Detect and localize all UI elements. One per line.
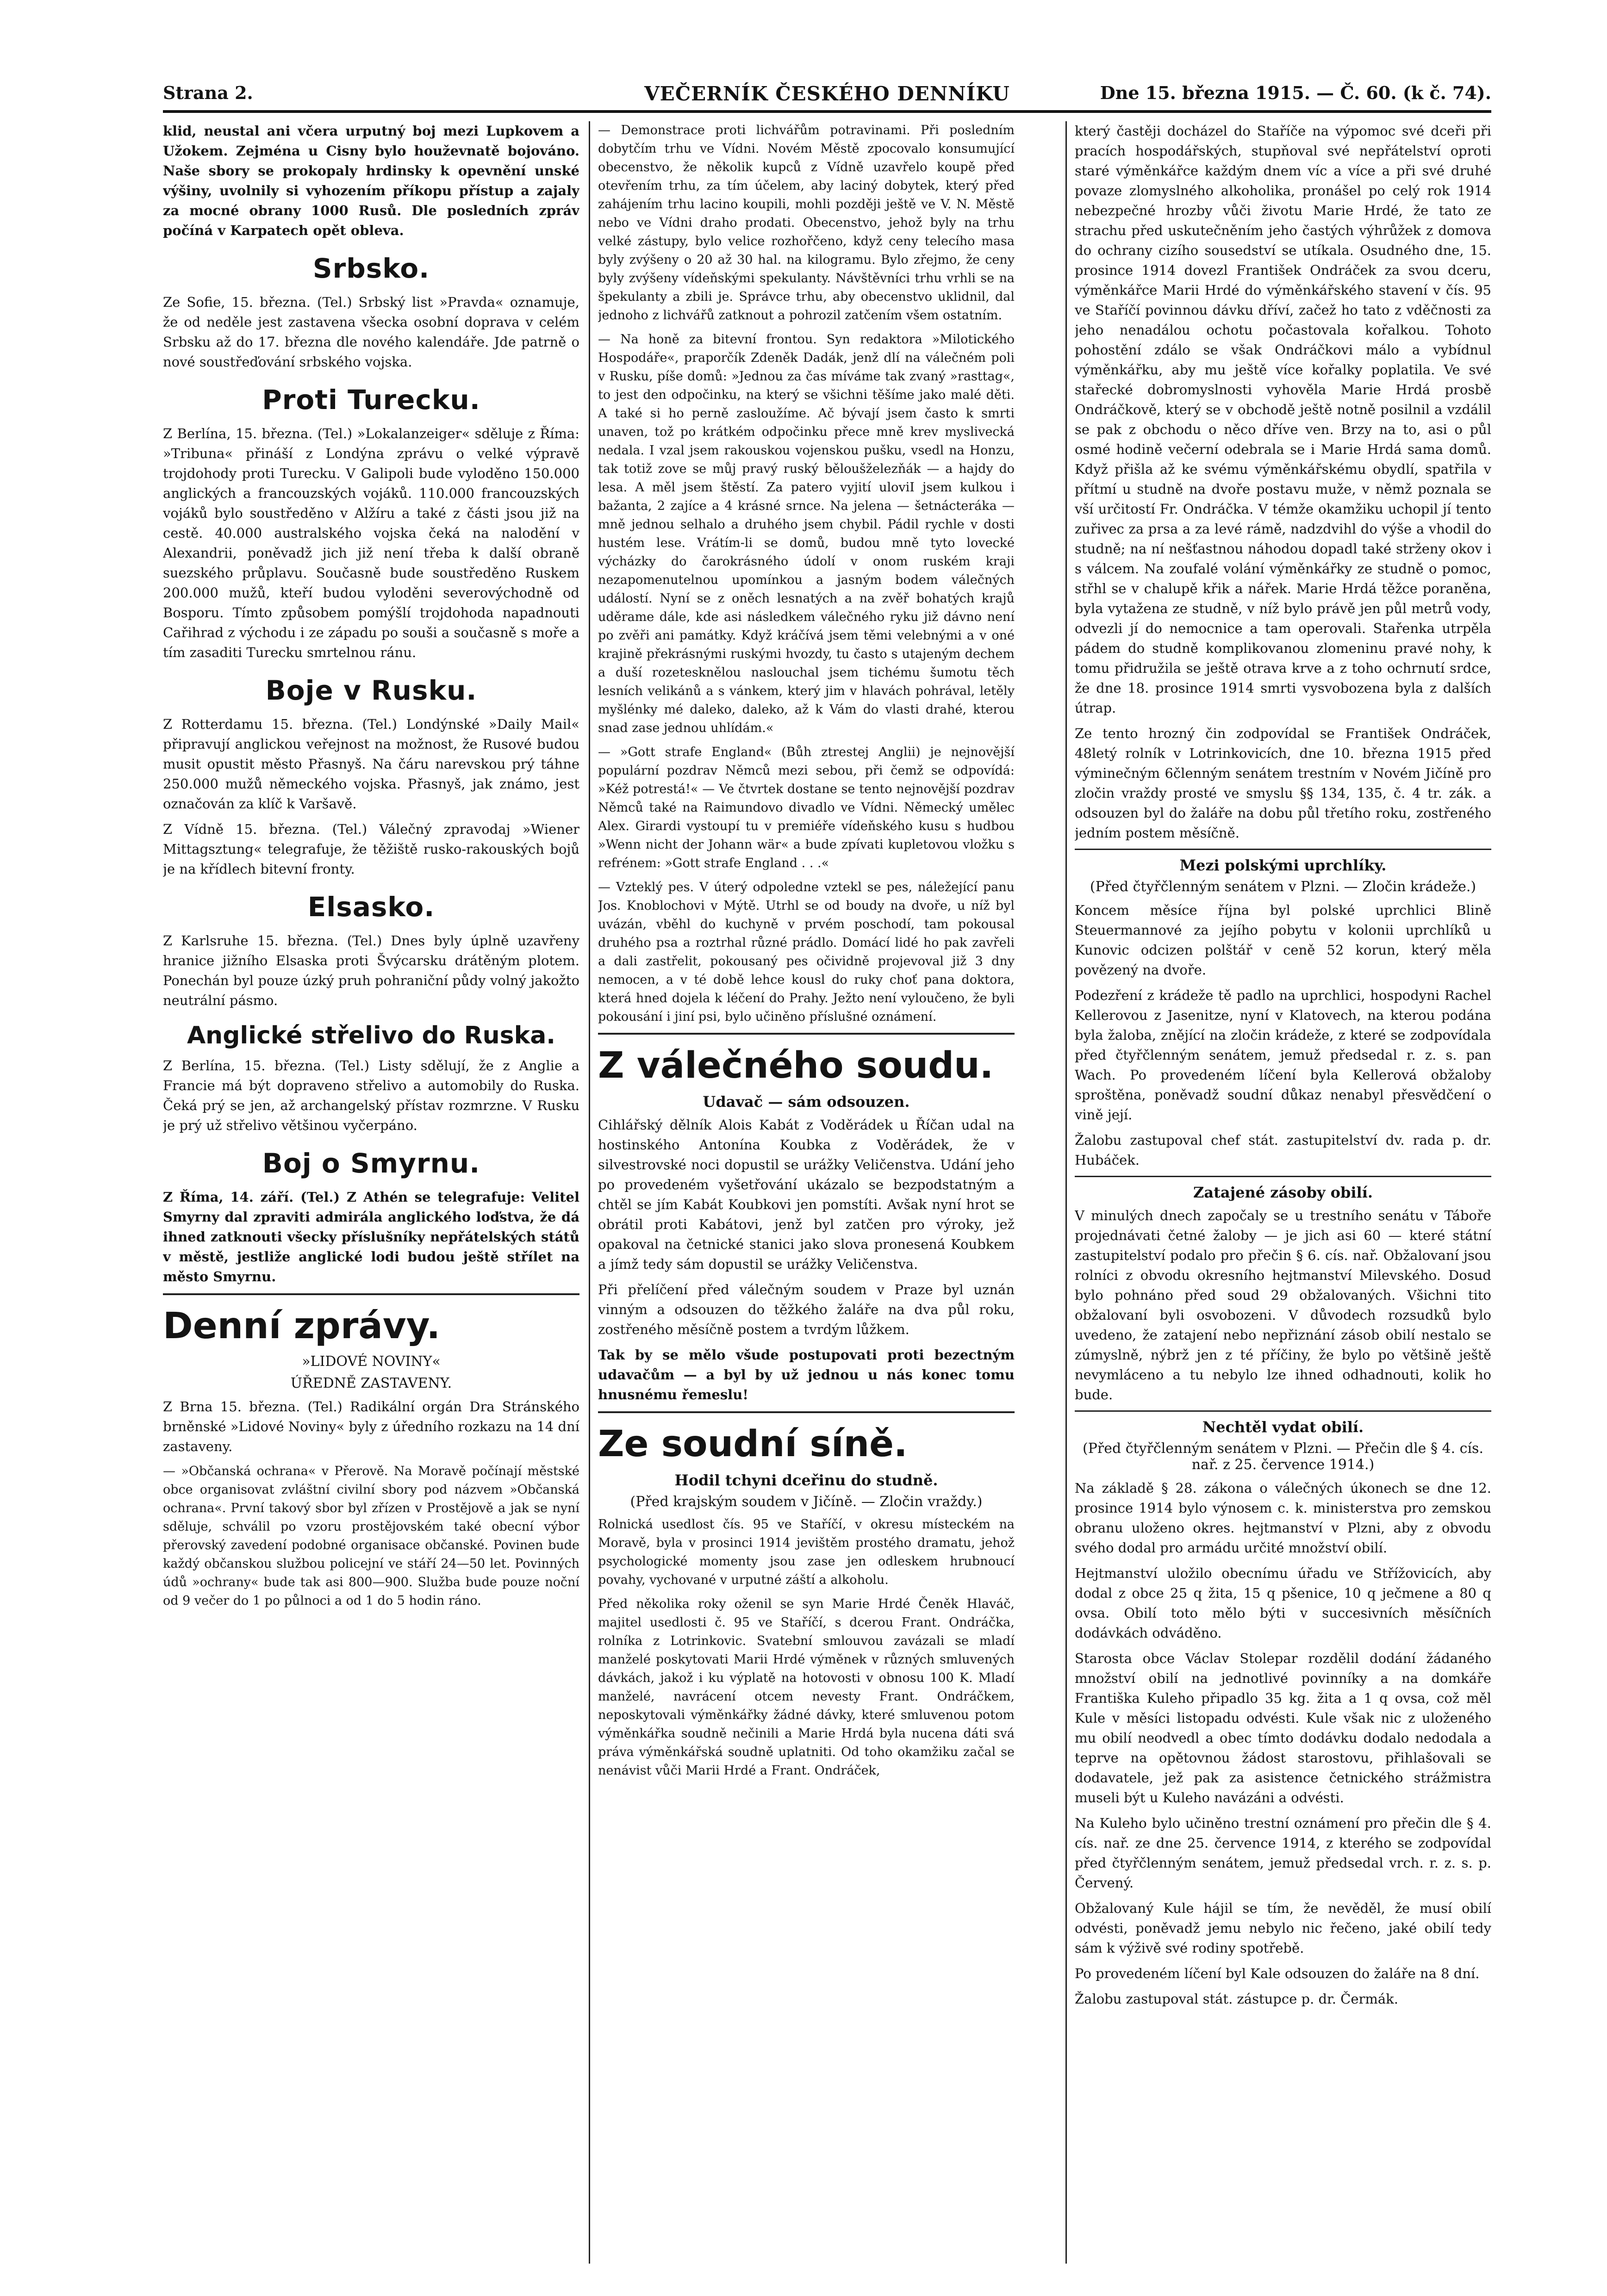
article-elsasko: Z Karlsruhe 15. března. (Tel.) Dnes byly úplně uzavřeny hranice jižního Elsaska proti Švýcarsku drátěným plotem. Ponechán byl pouze úzký pruh pohraniční půdy volný jakožto neutrální pásmo. (163, 933, 579, 1008)
article-smyrnu: Z Říma, 14. září. (Tel.) Z Athén se telegrafuje: Velitel Smyrny dal zpraviti admirála anglického loďstva, že dá ihned zatknouti všecky příslušníky nepřátelských států v městě, jestliže anglické lodi budou ještě střílet na město Smyrnu. (163, 1189, 579, 1285)
nechtel-court: (Před čtyřčlenným senátem v Plzni. — Přečin dle § 4. cís. nař. z 25. července 1914.) (1083, 1440, 1483, 1473)
column-divider (589, 121, 590, 2264)
denni-subtitle-2: ÚŘEDNĚ ZASTAVENY. (290, 1375, 452, 1391)
headline-nechtel: Nechtěl vydat obilí. (1202, 1418, 1364, 1436)
masthead-title: VEČERNÍK ČESKÉHO DENNÍKU (644, 82, 1010, 105)
column-2 (598, 121, 1015, 2264)
article-uprchliky-3: Žalobu zastupoval chef stát. zastupitelství dv. rada p. dr. Hubáček. (1075, 1132, 1491, 1168)
section-title-valecneho: Z válečného soudu. (598, 1045, 994, 1086)
article-rusku-2: Z Vídně 15. března. (Tel.) Válečný zpravodaj »Wiener Mittagsztung« telegrafuje, že těžiště rusko-rakouských bojů je na křídlech bitevní fronty. (163, 821, 579, 877)
headline-uprchliky: Mezi polskými uprchlíky. (1179, 856, 1387, 874)
headline-turecku: Proti Turecku. (262, 384, 480, 416)
headline-rusku: Boje v Rusku. (265, 675, 477, 706)
headline-strelivo: Anglické střelivo do Ruska. (187, 1022, 556, 1049)
header-rule (163, 110, 1491, 113)
valecneho-subtitle: Udavač — sám odsouzen. (703, 1093, 910, 1111)
section-rule (1075, 1410, 1491, 1412)
soudni-court: (Před krajským soudem v Jičíně. — Zločin vraždy.) (630, 1494, 983, 1510)
uprchliky-court: (Před čtyřčlenným senátem v Plzni. — Zločin krádeže.) (1090, 879, 1476, 895)
article-soudni-3: který častěji docházel do Staříče na výpomoc své dceři při pracích hospodářských, stupňoval své nepřátelství oproti staré výměnkářce každým dnem víc a více a při své druhé povaze zlomyslného alkoholika, pronášel po celý rok 1914 nebezpečné hrozby vůči životu Marie Hrdé, že tato ze strachu před uskutečněním jeho častých výhrůžek z domova do ochrany cizího sousedství se utíkala. Osudného dne, 15. prosince 1914 dovezl František Ondráček za svou dceru, výměnkářce Marii Hrdé do výměnkářského stavení v čís. 95 ve Staříčí povinnou dávku dříví, začež ho tato z vděčnosti za jeho nenadálou ochotu počastovala kořalkou. Tohoto pohostění zdálo se však Ondráčkovi málo a vybídnul výměnkářku, aby mu ještě více kořalky poplatila. Ve své stařecké dobromyslnosti vyhověla Marie Hrdá prosbě Ondráčkově, který se v obchodě ještě notně posilnil a vzdálil se pak z obchodu o něco dříve ven. Brzy na to, asi o půl osmé hodině večerní odebrala se i Marie Hrdá sama domů. Když přišla až ke svému výměnkářskému obydlí, spatřila v přítmí u studně na dvoře postavu muže, v němž poznala se vší určitostí Fr. Ondráčka. V témže okamžiku uchopil jí tento zuřivec za prsa a za levé rámě, nadzdvihl do výše a vhodil do studně; na ní nešťastnou náhodou dopadl také strženy okov i s válcem. Na zoufalé volání výměnkářky ze studně o pomoc, střhl se v chalupě křik a nářek. Marie Hrdá těžce poraněna, byla vytažena ze studně, v níž bylo právě jen půl metrů vody, odvezli jí do nemocnice a tam operovali. Stařenka utrpěla pádem do studně komplikovanou zlomeninu pravé nohy, k tomu přidružila se ještě otrava krve a z toho ochrnutí srdce, že dne 18. prosince 1914 smrti vysvobozena byla z dalších útrap. (1075, 123, 1491, 716)
issue-date: Dne 15. března 1915. — Č. 60. (k č. 74). (1100, 82, 1491, 103)
article-nechtel-4: Na Kuleho bylo učiněno trestní oznámení pro přečin dle § 4. cís. nař. ze dne 25. července 1914, z kterého se zodpovídal před čtyřčlenným senátem, jemuž předsedal vrch. r. z. s. p. Červený. (1075, 1815, 1491, 1891)
section-rule (598, 1033, 1015, 1035)
article-nechtel-2: Hejtmanství uložilo obecnímu úřadu ve Střížovicích, aby dodal z obce 25 q žita, 15 q pšenice, 10 q ječmene a 80 q ovsa. Obilí toto mělo býti v succesivních měsíčních dodávkách odváděno. (1075, 1565, 1491, 1641)
article-strelivo: Z Berlína, 15. března. (Tel.) Listy sdělují, že z Anglie a Francie má být dopraveno střelivo a automobily do Ruska. Čeká prý se jen, až archangelský přístav rozmrzne. V Rusku je prý už střelivo většinou vyčerpáno. (163, 1058, 579, 1133)
article-denni: Z Brna 15. března. (Tel.) Radikální orgán Dra Stránského brněnské »Lidové Noviny« byly z úředního rozkazu na 14 dní zastaveny. (163, 1399, 579, 1454)
article-vztekly: — Vzteklý pes. V úterý odpoledne vztekl se pes, náležející panu Jos. Knoblochovi v Mýtě. Utrhl se od boudy na dvoře, u níž byl uvázán, vběhl do kuchyně v prvém poschodí, tam pokousal druhého psa a roztrhal různé prádlo. Domácí lidé ho pak zavřeli a dali zastřelit, pokousaný pes očividně projevoval již 3 dny nemocen, a v té době lehce kousl do ruky choť pana doktora, která hned dojela k léčení do Prahy. Ježto není vyloučeno, že byli pokousání i jiní psi, bylo učiněno příslušné oznámení. (598, 880, 1015, 1024)
column-3 (1075, 121, 1491, 2264)
article-soudni-4: Ze tento hrozný čin zodpovídal se František Ondráček, 48letý rolník v Lotrinkovicích, dne 10. března 1915 před výminečným 6členným senátem trestním v Novém Jičíně pro zločin vraždy prosté ve smyslu §§ 134, 135, č. 4 tr. zák. a odsouzen byl do žaláře na dobu půl třetího roku, zostřeného jedním postem měsíčně. (1075, 726, 1491, 841)
article-srbsko: Ze Sofie, 15. března. (Tel.) Srbský list »Pravda« oznamuje, že od neděle jest zastavena všecka osobní doprava v celém Srbsku až do 17. března dle nového kalendáře. Jde patrně o nové soustřeďování srbského vojska. (163, 294, 579, 370)
article-demonstrace: — Demonstrace proti lichvářům potravinami. Při posledním dobytčím trhu ve Vídni. Novém Městě zpocovalo konsumující obecenstvo, že několik kupců z Vídně uzavřelo koupě před otevřením trhu, za tím účelem, aby laciný dobytek, který před zahájením trhu lacino koupili, mohli později ještě ve V. N. Městě nebo ve Vídni draho prodati. Obecenstvo, jehož byly na trhu velké zástupy, bylo velice rozhořčeno, když ceny telecího masa byly zvýšeny o 20 až 30 hal. na kilogramu. Bylo zřejmo, že ceny byly zvýšeny vídeňskými spekulanty. Návštěvníci trhu vrhli se na špekulanty a zbili je. Správce trhu, aby obecenstvo uklidnil, dal jednoho z lichvářů zatknout a pohrozil zatčením všem ostatním. (598, 123, 1015, 323)
headline-smyrnu: Boj o Smyrnu. (262, 1148, 480, 1179)
article-nechtel-1: Na základě § 28. zákona o válečných úkonech se dne 12. prosince 1914 bylo výnosem c. k. ministerstva pro zemskou obranu uloženo okres. hejtmanství v Plzni, aby z obvodu svého dodal pro armádu určité množství obilí. (1075, 1480, 1491, 1556)
soudni-subtitle: Hodil tchyni dceřinu do studně. (674, 1471, 938, 1489)
column-divider (1065, 121, 1067, 2264)
section-title-soudni: Ze soudní síně. (598, 1423, 908, 1465)
article-uprchliky-1: Koncem měsíce října byl polské uprchlici Blině Steuermannové za jejího pobytu v kolonii uprchlíků u Kunovic odcizen polštář v ceně 52 korun, který měla povězený na dvoře. (1075, 902, 1491, 978)
page-header (163, 82, 1491, 108)
article-soudni-1: Rolnická usedlost čís. 95 ve Staříčí, v okresu místeckém na Moravě, byla v prosinci 1914 jevištěm prostého dramatu, jehož psychologické momenty jsou zase jen odleskem hrubnoucí povahy, vychované v urputné záští a alkoholu. (598, 1517, 1015, 1587)
article-nahone: — Na honě za bitevní frontou. Syn redaktora »Milotického Hospodáře«, praporčík Zdeněk Dadák, jenž dlí na válečném poli v Rusku, píše domů: »Jednou za čas míváme tak zvaný »rasttag«, to jest den odpočinku, na který se všichni těšíme jako malé děti. A také si ho perně zasloužíme. Ač bývají jsem často k smrti unaven, tož po krátkém odpočinku přece mně krev myslivecká nedala. I vzal jsem rakouskou vojenskou pušku, vsedl na Honzu, tak totiž zove se můj pravý ruský běloušželezňák — a hajdy do lesa. A měl jsem štěstí. Za patero vyjití uloviI jsem kulkou i bažanta, 2 zajíce a 4 krásné srnce. Na jelena — šetnácteráka — mně jednou selhalo a druhého jsem chybil. Pádil rychle v dosti hustém lese. Vrátím-li se domů, budou mně tyto lovecké výcházky do čarokrásného údolí v onom ruském kraji nezapomenutelnou upomínkou a jasným bodem válečných událostí. Nyní se z oněch lesnatých a na zvěř bohatých krajů uděrame dále, kde asi následkem válečného ryku již dávno není po zvěři ani památky. Když kráčívá jsem těmi velebnými a v oné krajině překrásnými ruskými hvozdy, tu často s utajeným dechem a duší rozetesknělou naslouchal jsem tichému šumotu těch lesních velikánů a s vánkem, který jim v hlavách pohrával, letěly myšlénky mé daleko, daleko, až k Vám do vlasti drahé, kterou snad zase jednou uhlídám.« (598, 332, 1015, 735)
article-nechtel-7: Žalobu zastupoval stát. zástupce p. dr. Čermák. (1075, 1991, 1398, 2007)
page-number: Strana 2. (163, 82, 253, 103)
column-1 (163, 121, 579, 2264)
article-nechtel-5: Obžalovaný Kule hájil se tím, že nevěděl, že musí obilí odvésti, poněvadž jemu nebylo nic řečeno, jaké obilí tedy sám k výživě své rodiny spotřebě. (1075, 1900, 1491, 1956)
section-title-denni: Denní zprávy. (163, 1305, 441, 1347)
article-nechtel-6: Po provedeném líčení byl Kale odsouzen do žaláře na 8 dní. (1075, 1966, 1480, 1981)
section-rule (1075, 1176, 1491, 1177)
section-rule (163, 1293, 579, 1295)
article-valecneho-1: Cihlářský dělník Alois Kabát z Voděrádek u Říčan udal na hostinského Antonína Koubka z Voděrádek, že v silvestrovské noci dopustil se urážky Veličenstva. Udání jeho po provedeném vyšetřování ukázalo se bezpodstatným a chtěl se jím Kabát Koubkovi jen pomstíti. Avšak nyní hrot se obrátil proti Kabátovi, jenž byl zatčen pro výroky, jež opakoval na četnické stanici jako slova pronesená Koubkem a jímž tedy sám dopustil se urážky Veličenstva. (598, 1117, 1015, 1272)
article-soudni-2: Před několika roky oženil se syn Marie Hrdé Čeněk Hlaváč, majitel usedlosti č. 95 ve Staříčí, s dcerou Frant. Ondráčka, rolníka z Lotrinkovic. Svatební smlouvou zavázali se mladí manželé poskytovati Marii Hrdé výměnek v různých smluvených dávkách, jakož i ku výplatě na hotovosti v obnosu 100 K. Mladí manželé, navrácení otcem nevesty Frant. Ondráčkem, neposkytovali výměnkářky žádné dávky, které smluvenou potom výměnkářka soudně nečinili a Marie Hrdá byla nucena dáti svá práva výměnkářská soudně uplatniti. Od toho okamžiku začal se nenávist vůči Marii Hrdé a Frant. Ondráček, (598, 1597, 1015, 1778)
denni-subtitle-1: »LIDOVÉ NOVINY« (302, 1353, 441, 1370)
article-valecneho-3: Tak by se mělo všude postupovati proti bezectným udavačům — a byl by už jednou u nás konec tomu hnusnému řemeslu! (598, 1347, 1015, 1402)
article-valecneho-2: Při přelíčení před válečným soudem v Praze byl uznán vinným a odsouzen do těžkého žaláře na dva půl roku, zostřeného měsíčně postem a tvrdým lůžkem. (598, 1282, 1015, 1337)
article-obcanska: — »Občanská ochrana« v Přerově. Na Moravě počínají městské obce organisovat zvláštní civilní sbory pod názvem »Občanská ochrana«. První takový sbor byl zřízen v Prostějově a jak se nyní sděluje, schválil po vzoru prostějovském také obecní výbor přerovský zavedení podobné organisace občanské. Povinen bude každý občanskou službou policejní ve stáří 24—50 let. Povinných údů »ochrany« bude tak asi 800—900. Služba bude pouze noční od 9 večer do 1 po půlnoci a od 1 do 5 hodin ráno. (163, 1464, 579, 1608)
headline-zasoby: Zatajené zásoby obilí. (1193, 1184, 1373, 1201)
article-uprchliky-2: Podezření z krádeže tě padlo na uprchlici, hospodyni Rachel Kellerovou z Jasenitze, nyní v Klatovech, na kterou podána byla žaloba, znějící na zločin krádeže, z které se zodpovídala před čtyřčlenným senátem, jemuž předsedal r. z. s. pan Wach. Po provedeném líčení byla Kellerová obžaloby sproštěna, poněvadž soudní důkaz nenabyl přesvědčení o vině její. (1075, 987, 1491, 1123)
article-nechtel-3: Starosta obce Václav Stolepar rozdělil dodání žádaného množství obilí na jednotlivé povinníky a na domkáře Františka Kuleho připadlo 35 kg. žita a 1 q ovsa, což měl Kule v měsíci listopadu odvésti. Kule však nic z uloženého mu obilí neodvedl a obec tímto dodávku dodalo nedodala a teprve na opětovnou žádost starostovu, přihlašovali se dodavatele, jež pak za asistence četnického strážmistra museli být u Kuleho navázáni a odvésti. (1075, 1651, 1491, 1806)
article-lead: klid, neustal ani včera urputný boj mezi Lupkovem a Užokem. Zejména u Cisny bylo houževnatě bojováno. Naše sbory se prokopaly hrdinsky k opevnění unské výšiny, uvolnily si vyhozením příkopu přístup a zajaly za mocné obrany 1000 Rusů. Dle posledních zpráv počíná v Karpatech opět obleva. (163, 123, 579, 238)
article-turecku: Z Berlína, 15. března. (Tel.) »Lokalanzeiger« sděluje z Říma: »Tribuna« přináší z Londýna zprávu o velké výpravě trojdohody proti Turecku. V Galipoli bude vyloděno 150.000 anglických a francouzských vojáků. 110.000 francouzských vojáků bylo soustředěno v Alžíru a také z části jsou již na cestě. 40.000 australského vojska čeká na nalodění v Alexandrii, poněvadž jich již není třeba k další obraně suezského průplavu. Současně bude soustředěno Ruskem 200.000 mužů, kteří budou vyloděni severovýchodně od Bosporu. Tímto způsobem pomýšlí trojdohoda napadnouti Cařihrad z východu i ze západu po souši a současně s moře a tím zasaditi Turecku smrtelnou ránu. (163, 426, 579, 660)
article-gott: — »Gott strafe England« (Bůh ztrestej Anglii) je nejnovější populární pozdrav Němců mezi sebou, při čemž se odpovídá: »Kéž potrestá!« — Ve čtvrtek dostane se tento nejnovější pozdrav Němců také na Raimundovo divadlo ve Vídni. Německý umělec Alex. Girardi vystoupí tu v premiéře vídeňského kusu s hudbou »Wenn nicht der Johann wär« a bude zpívati kupletovou vložku s refrénem: »Gott strafe England . . .« (598, 745, 1015, 870)
section-rule (598, 1411, 1015, 1413)
section-rule (1075, 849, 1491, 850)
headline-elsasko: Elsasko. (307, 891, 435, 923)
headline-srbsko: Srbsko. (312, 253, 430, 284)
article-zasoby: V minulých dnech započaly se u trestního senátu v Táboře projednávati četné žaloby — je jich asi 60 — které státní zastupitelství podalo pro přečin § 6. cís. nař. Obžalovaní jsou rolníci z obvodu okresního hejtmanství Milevského. Dosud bylo pohnáno před soud 29 obžalovaných. Všichni tito obžalovaní byli osvobozeni. V důvodech rozsudků bylo uvedeno, že zatajení nebo nepřiznání zásob obilí nestalo se zúmyslně, nýbrž jen z té příčiny, že bylo po většině ještě nevymláceno a tu nebylo lze ihned odhadnouti, kolik ho bude. (1075, 1208, 1491, 1402)
article-rusku-1: Z Rotterdamu 15. března. (Tel.) Londýnské »Daily Mail« připravují anglickou veřejnost na možnost, že Rusové budou musit opustit město Přasnyš. Na čáru narevskou prý táhne 250.000 mužů německého vojska. Přasnyš, jak známo, jest označován za klíč k Varšavě. (163, 716, 579, 812)
